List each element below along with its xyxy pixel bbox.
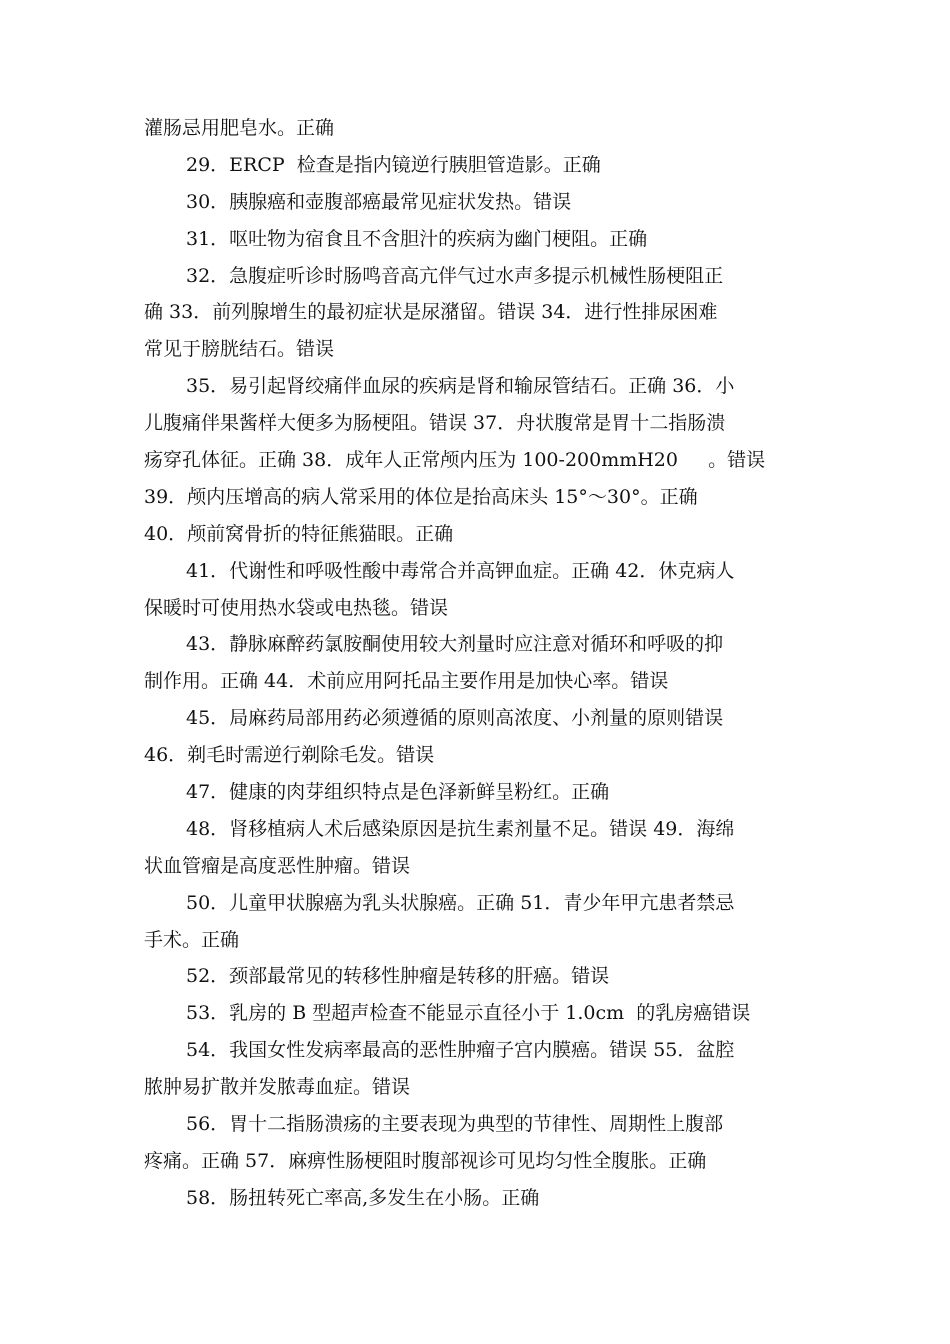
text-line: 手术。正确 (144, 928, 240, 951)
text-line: 制作用。正确 44．术前应用阿托品主要作用是加快心率。错误 (144, 670, 669, 693)
text-line: 状血管瘤是高度恶性肿瘤。错误 (144, 854, 411, 877)
text-line: 35．易引起肾绞痛伴血尿的疾病是肾和输尿管结石。正确 36．小 (186, 375, 735, 398)
text-line: 43．静脉麻醉药氯胺酮使用较大剂量时应注意对循环和呼吸的抑 (186, 633, 724, 656)
text-line: 保暖时可使用热水袋或电热毯。错误 (144, 596, 449, 619)
text-line: 疼痛。正确 57．麻痹性肠梗阻时腹部视诊可见均匀性全腹胀。正确 (144, 1149, 707, 1172)
text-line: 45．局麻药局部用药必须遵循的原则高浓度、小剂量的原则错误 (186, 707, 724, 730)
text-line: 50．儿童甲状腺癌为乳头状腺癌。正确 51．青少年甲亢患者禁忌 (186, 891, 735, 914)
text-line: 52．颈部最常见的转移性肿瘤是转移的肝癌。错误 (186, 965, 610, 988)
text-line: 58．肠扭转死亡率高,多发生在小肠。正确 (186, 1186, 540, 1209)
text-line: 疡穿孔体征。正确 38．成年人正常颅内压为 100-200mmH20 。错误 (144, 449, 766, 472)
text-line: 48．肾移植病人术后感染原因是抗生素剂量不足。错误 49．海绵 (186, 817, 735, 840)
text-line: 41．代谢性和呼吸性酸中毒常合并高钾血症。正确 42．休克病人 (186, 559, 735, 582)
text-line: 灌肠忌用肥皂水。正确 (144, 117, 335, 139)
text-line: 56．胃十二指肠溃疡的主要表现为典型的节律性、周期性上腹部 (186, 1113, 724, 1136)
text-line: 39．颅内压增高的病人常采用的体位是抬高床头 15°～30°。正确 (144, 485, 698, 508)
text-line: 儿腹痛伴果酱样大便多为肠梗阻。错误 37．舟状腹常是胃十二指肠溃 (144, 412, 726, 435)
text-line: 确 33．前列腺增生的最初症状是尿潴留。错误 34．进行性排尿困难 (144, 301, 718, 324)
text-line: 54．我国女性发病率最高的恶性肿瘤子宫内膜癌。错误 55．盆腔 (186, 1039, 735, 1062)
text-line: 29．ERCP 检查是指内镜逆行胰胆管造影。正确 (186, 153, 601, 176)
text-line: 常见于膀胱结石。错误 (144, 338, 335, 361)
text-line: 53．乳房的 B 型超声检查不能显示直径小于 1.0cm 的乳房癌错误 (186, 1002, 751, 1025)
text-line: 脓肿易扩散并发脓毒血症。错误 (144, 1076, 411, 1099)
text-line: 47．健康的肉芽组织特点是色泽新鲜呈粉红。正确 (186, 781, 610, 804)
document-body (144, 110, 816, 1217)
text-line: 30．胰腺癌和壶腹部癌最常见症状发热。错误 (186, 190, 572, 213)
text-line: 40．颅前窝骨折的特征熊猫眼。正确 (144, 522, 454, 545)
text-line: 31．呕吐物为宿食且不含胆汁的疾病为幽门梗阻。正确 (186, 227, 648, 250)
text-line: 46．剃毛时需逆行剃除毛发。错误 (144, 744, 435, 767)
text-line: 32．急腹症听诊时肠鸣音高亢伴气过水声多提示机械性肠梗阻正 (186, 264, 724, 287)
